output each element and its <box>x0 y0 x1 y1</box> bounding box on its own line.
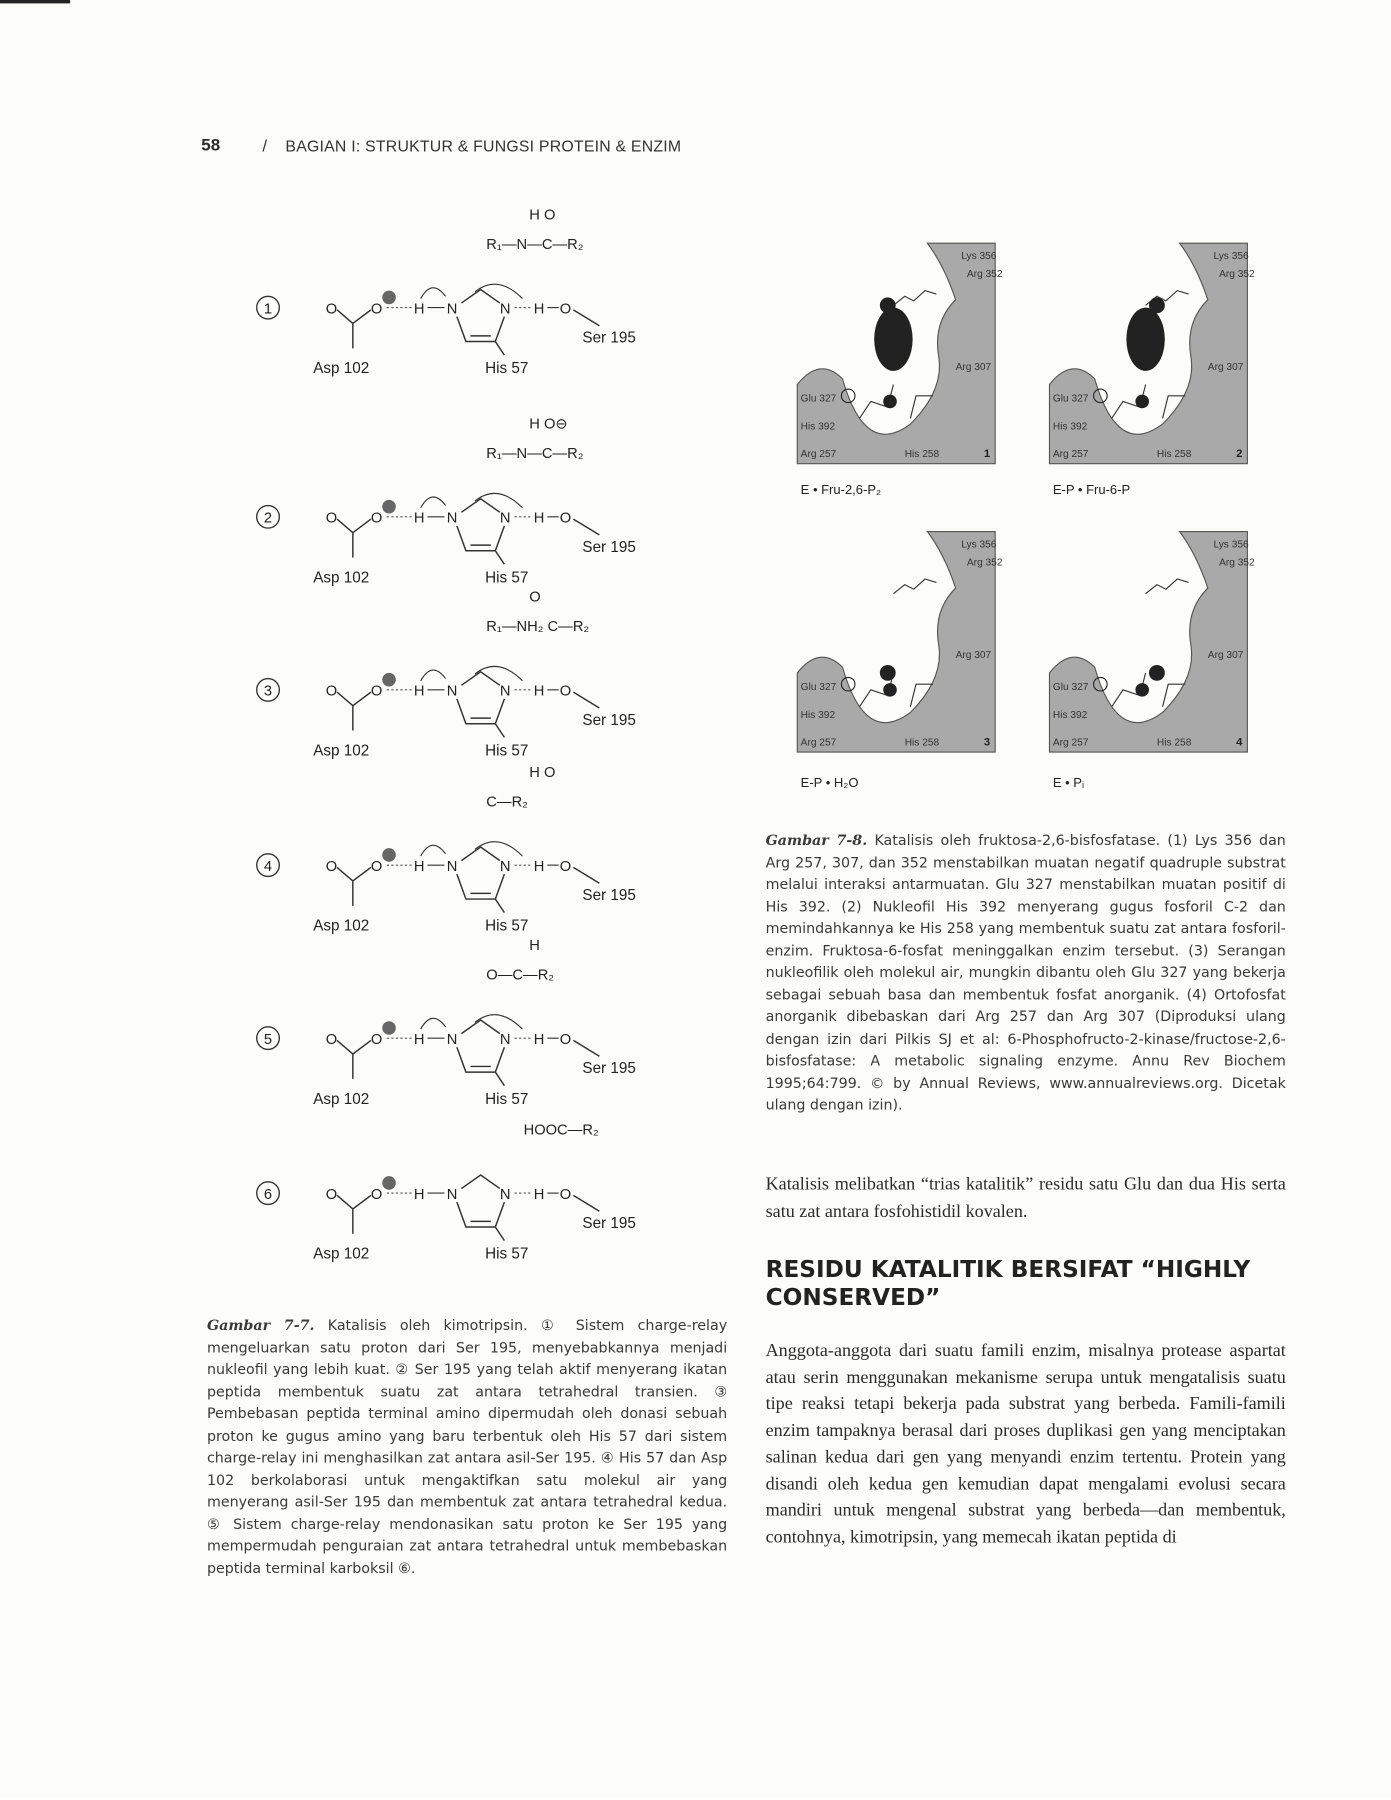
his-57-label: His 57 <box>485 569 529 587</box>
his-392-label: His 392 <box>800 710 836 722</box>
his-258-label: His 258 <box>1156 737 1192 749</box>
ser-195-label: Ser 195 <box>582 1060 636 1078</box>
fructose-substrate <box>1126 308 1164 371</box>
arg-257-label: Arg 257 <box>1052 448 1089 460</box>
reaction-step-5 <box>257 938 636 1108</box>
arg-352-label: Arg 352 <box>1219 557 1255 569</box>
panel-2 <box>1049 243 1255 497</box>
electron-arrow-icon <box>421 288 446 299</box>
lys-356-label: Lys 356 <box>961 250 997 262</box>
ser-bond <box>573 1040 599 1056</box>
asp-102-label: Asp 102 <box>313 569 370 587</box>
asp-bond <box>337 1040 371 1078</box>
atom-h: H <box>413 858 425 875</box>
his-57-label: His 57 <box>485 742 529 760</box>
panel-caption: E-P • Fru-6-P <box>1052 482 1131 498</box>
asp-bond <box>337 519 371 557</box>
asp-bond <box>337 867 371 905</box>
atom-o: O <box>559 1031 572 1048</box>
electron-arrow-icon <box>421 497 446 508</box>
substrate-chain: R₁—N—C—R₂ <box>486 446 584 463</box>
asp-bond <box>337 310 371 348</box>
atom-o: O <box>370 301 383 318</box>
imidazole-ring <box>457 499 504 565</box>
panel-3 <box>797 532 1003 791</box>
lys-356-label: Lys 356 <box>961 539 997 551</box>
arg-352-label: Arg 352 <box>966 557 1003 569</box>
arg-307-label: Arg 307 <box>955 361 992 373</box>
running-title: BAGIAN I: STRUKTUR & FUNGSI PROTEIN & ENZIM <box>285 136 682 155</box>
glu-327-label: Glu 327 <box>1052 681 1089 693</box>
atom-o: O <box>325 301 338 318</box>
electron-arrow-icon <box>421 1018 446 1029</box>
his-392-label: His 392 <box>1052 710 1088 722</box>
atom-n: N <box>499 301 511 318</box>
atom-n: N <box>446 1031 458 1048</box>
phosphate-icon <box>883 395 897 409</box>
reaction-step-1 <box>257 207 636 377</box>
atom-o: O <box>325 510 338 527</box>
phosphate-icon <box>1149 665 1165 681</box>
imidazole-ring <box>457 1175 504 1241</box>
arg-352-label: Arg 352 <box>966 269 1003 281</box>
panel-caption: E-P • H₂O <box>800 775 859 791</box>
step-number: 3 <box>263 683 273 700</box>
electron-arrow-icon <box>421 670 446 681</box>
ser-bond <box>573 692 599 708</box>
substrate-top: H <box>529 937 540 954</box>
arg-307-label: Arg 307 <box>1207 650 1244 662</box>
arg-257-label: Arg 257 <box>800 737 837 749</box>
atom-h: H <box>533 683 545 700</box>
phosphate-icon <box>1135 683 1149 697</box>
paragraph-enzyme-families: Anggota-anggota dari suatu famili enzim, misalnya protease aspartat atau serin menggunakan mekanisme serupa untuk mengatalisis suatu tipe reaksi tetapi bekerja pada substrat yang berbeda. Famili-famili enzim tampaknya berasal dari proses duplikasi gen yang menciptakan salinan kedua dari gen yang menyandi enzim tertentu. Protein yang disandi oleh kedua gen kemudian dapat mengalami evolusi secara mandiri untuk mengenal substrat yang berbeda—dan membentuk, contohnya, kimotripsin, yang memecah ikatan peptida di <box>765 1341 1286 1547</box>
lys-356-label: Lys 356 <box>1213 539 1249 551</box>
atom-o: O <box>559 301 572 318</box>
glu-327-label: Glu 327 <box>1052 393 1089 405</box>
atom-n: N <box>499 858 511 875</box>
panel-number: 3 <box>983 736 991 749</box>
figure-7-8-bisphosphatase-mechanism <box>780 221 1266 798</box>
his-258-label: His 258 <box>904 448 940 460</box>
substrate-chain: R₁—N—C—R₂ <box>486 236 584 253</box>
side-chains <box>859 579 936 707</box>
atom-o: O <box>325 683 338 700</box>
caption-text: Katalisis oleh kimotripsin. ① Sistem charge-relay mengeluarkan satu proton dari Ser 195, menyebabkannya menjadi nukleofil yang lebih kuat. ② Ser 195 yang telah aktif menyerang ikatan peptida membentuk suatu zat antara tetrahedral transien. ③ Pembebasan peptida terminal amino dipermudah oleh donasi sebuah proton ke gugus amino yang baru terbentuk oleh His 57 dari sistem charge-relay ini menghasilkan zat antara asil-Ser 195. ④ His 57 dan Asp 102 berkolaborasi untuk mengaktifkan satu molekul air yang menyerang asil-Ser 195 dan membentuk zat antara tetrahedral kedua. ⑤ Sistem charge-relay mendonasikan satu proton ke Ser 195 yang mempermudah penguraian zat antara tetrahedral untuk membebaskan peptida terminal karboksil ⑥. <box>206 1316 728 1576</box>
caption-label: Gambar 7-8. <box>765 831 868 849</box>
atom-n: N <box>446 683 458 700</box>
ser-195-label: Ser 195 <box>582 538 636 556</box>
panel-caption: E • Pᵢ <box>1052 775 1085 791</box>
ser-bond <box>573 310 599 326</box>
atom-h: H <box>533 1031 545 1048</box>
page-number: 58 <box>201 135 221 155</box>
running-head <box>262 137 681 156</box>
phosphate-icon <box>883 683 897 697</box>
atom-o: O <box>559 1186 572 1203</box>
atom-h: H <box>533 858 545 875</box>
step-number: 1 <box>263 301 273 318</box>
panel-1 <box>797 243 1003 497</box>
atom-h: H <box>413 301 425 318</box>
ser-195-label: Ser 195 <box>582 1215 636 1233</box>
ser-bond <box>573 1195 599 1211</box>
atom-h: H <box>413 683 425 700</box>
asp-102-label: Asp 102 <box>313 742 370 760</box>
phosphate-icon <box>880 665 896 681</box>
atom-n: N <box>446 858 458 875</box>
his-258-label: His 258 <box>1156 448 1192 460</box>
atom-n: N <box>499 1031 511 1048</box>
substrate-chain: R₁—NH₂ C—R₂ <box>486 619 590 636</box>
asp-bond <box>337 1195 371 1233</box>
atom-n: N <box>446 510 458 527</box>
substrate-chain: HOOC—R₂ <box>523 1122 599 1139</box>
paragraph-catalytic-triad: Katalisis melibatkan “trias katalitik” residu satu Glu dan dua His serta satu zat antara fosfohistidil kovalen. <box>765 1175 1286 1221</box>
imidazole-ring <box>457 847 504 913</box>
panel-number: 2 <box>1236 447 1243 460</box>
caption-label: Gambar 7-7. <box>206 1316 315 1334</box>
reaction-step-4 <box>257 765 636 935</box>
side-chains <box>1112 579 1189 707</box>
atom-h: H <box>413 1186 425 1203</box>
ser-195-label: Ser 195 <box>582 329 636 347</box>
phosphate-icon <box>880 297 896 313</box>
reaction-step-3 <box>257 590 636 760</box>
his-57-label: His 57 <box>485 1245 529 1263</box>
asp-bond <box>337 692 371 730</box>
atom-h: H <box>533 510 545 527</box>
atom-o: O <box>325 1031 338 1048</box>
his-392-label: His 392 <box>1052 421 1088 433</box>
substrate-top: H O <box>529 764 556 781</box>
imidazole-ring <box>457 290 504 356</box>
atom-o: O <box>559 510 572 527</box>
panel-4 <box>1049 532 1255 791</box>
atom-o: O <box>370 858 383 875</box>
panel-caption: E • Fru-2,6-P₂ <box>800 482 882 498</box>
asp-102-label: Asp 102 <box>313 360 370 378</box>
atom-o: O <box>559 858 572 875</box>
arg-307-label: Arg 307 <box>955 650 992 662</box>
substrate-top: H O <box>529 207 556 224</box>
asp-102-label: Asp 102 <box>313 1090 370 1108</box>
negative-charge-icon <box>382 673 396 687</box>
step-number: 4 <box>263 858 273 875</box>
arg-307-label: Arg 307 <box>1207 361 1244 373</box>
atom-h: H <box>533 1186 545 1203</box>
arg-257-label: Arg 257 <box>1052 737 1089 749</box>
substrate-top: O <box>529 589 541 606</box>
his-57-label: His 57 <box>485 917 529 935</box>
reaction-step-2 <box>257 417 636 587</box>
figure-7-8-caption <box>766 829 1286 1116</box>
separator: / <box>262 136 268 157</box>
glu-327-label: Glu 327 <box>800 393 837 405</box>
his-392-label: His 392 <box>800 421 836 433</box>
glu-327-label: Glu 327 <box>800 681 837 693</box>
arg-352-label: Arg 352 <box>1219 269 1255 281</box>
atom-o: O <box>325 1186 338 1203</box>
ser-195-label: Ser 195 <box>582 711 636 729</box>
section-heading: RESIDU KATALITIK BERSIFAT “HIGHLY CONSERVED” <box>765 1255 1251 1311</box>
electron-arrow-icon <box>421 845 446 856</box>
negative-charge-icon <box>382 848 396 862</box>
atom-o: O <box>370 1186 383 1203</box>
asp-102-label: Asp 102 <box>313 1245 370 1263</box>
atom-o: O <box>325 858 338 875</box>
atom-n: N <box>499 1186 511 1203</box>
atom-o: O <box>370 1031 383 1048</box>
atom-n: N <box>499 510 511 527</box>
panel-number: 4 <box>1236 736 1243 749</box>
figure-7-7-caption <box>207 1314 727 1579</box>
fructose-substrate <box>874 308 912 371</box>
negative-charge-icon <box>382 291 396 305</box>
substrate-chain: O—C—R₂ <box>486 967 555 984</box>
his-57-label: His 57 <box>485 360 529 378</box>
substrate-chain: C—R₂ <box>486 794 528 811</box>
step-number: 6 <box>263 1186 273 1203</box>
atom-n: N <box>499 683 511 700</box>
phosphate-icon <box>1149 297 1165 313</box>
atom-h: H <box>533 301 545 318</box>
his-258-label: His 258 <box>904 737 940 749</box>
his-57-label: His 57 <box>485 1090 529 1108</box>
ser-bond <box>573 519 599 535</box>
atom-n: N <box>446 301 458 318</box>
step-number: 2 <box>263 510 273 527</box>
ser-195-label: Ser 195 <box>582 887 636 905</box>
atom-h: H <box>413 1031 425 1048</box>
lys-356-label: Lys 356 <box>1213 250 1249 262</box>
negative-charge-icon <box>382 500 396 514</box>
atom-o: O <box>559 683 572 700</box>
asp-102-label: Asp 102 <box>313 917 370 935</box>
step-number: 5 <box>263 1031 273 1048</box>
atom-n: N <box>446 1186 458 1203</box>
scan-edge-mark <box>0 0 70 3</box>
phosphate-icon <box>1135 395 1149 409</box>
negative-charge-icon <box>382 1021 396 1035</box>
substrate-top: H O⊖ <box>529 416 568 433</box>
caption-text: Katalisis oleh fruktosa-2,6-bisfosfatase. (1) Lys 356 dan Arg 257, 307, dan 352 menstabilkan muatan negatif quadruple substrat melalui interaksi antarmuatan. Glu 327 menstabilkan muatan positif di His 392. (2) Nukleofil His 392 menyerang gugus fosforil C-2 dan memindahkannya ke His 258 yang membentuk suatu zat antara fosforil-enzim. Fruktosa-6-fosfat meninggalkan enzim tersebut. (3) Serangan nukleofilik oleh molekul air, mungkin dibantu oleh Glu 327 yang bekerja sebagai sebuah basa dan membentuk fosfat anorganik. (4) Ortofosfat anorganik dibebaskan dari Arg 257 dan Arg 307 (Diproduksi ulang dengan izin dari Pilkis SJ et al: 6-Phosphofructo-2-kinase/fructose-2,6-bisfosfatase: A metabolic signaling enzyme. Annu Rev Biochem 1995;64:799. © by Annual Reviews, www.annualreviews.org. Dicetak ulang dengan izin). <box>765 831 1286 1113</box>
panel-number: 1 <box>983 447 991 460</box>
negative-charge-icon <box>382 1176 396 1190</box>
imidazole-ring <box>457 672 504 738</box>
ser-bond <box>573 867 599 883</box>
atom-o: O <box>370 683 383 700</box>
figure-7-7-chymotrypsin-mechanism <box>226 192 701 1312</box>
imidazole-ring <box>457 1020 504 1086</box>
arg-257-label: Arg 257 <box>800 448 837 460</box>
atom-h: H <box>413 510 425 527</box>
atom-o: O <box>370 510 383 527</box>
reaction-step-6 <box>257 1122 636 1262</box>
